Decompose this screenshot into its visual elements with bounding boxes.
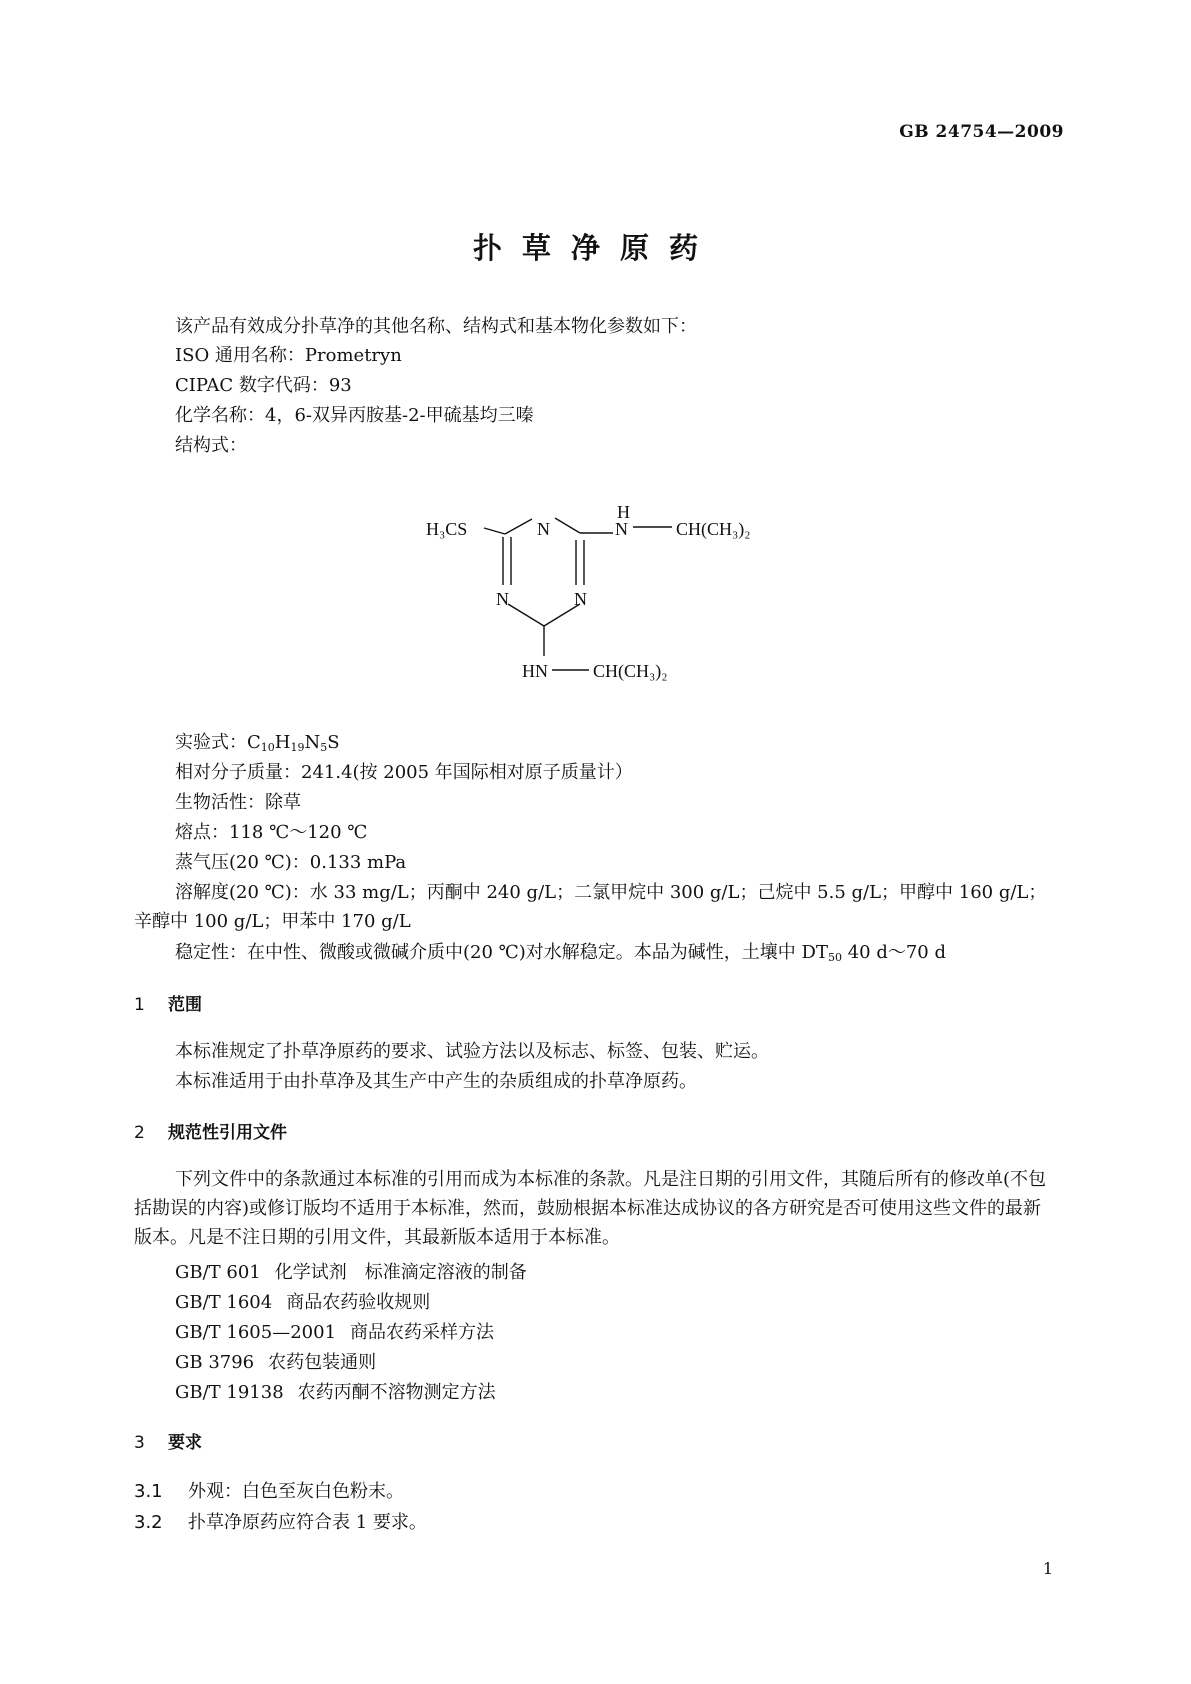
clause-appearance bbox=[134, 1477, 404, 1503]
formula-element: S bbox=[327, 732, 340, 753]
amine-nitrogen-top: N bbox=[615, 519, 628, 539]
section-number: 1 bbox=[134, 995, 145, 1015]
iso-common-name: ISO 通用名称：Prometryn bbox=[175, 345, 402, 366]
ring-nitrogen-right: N bbox=[574, 589, 587, 609]
biological-activity: 生物活性：除草 bbox=[175, 792, 301, 813]
document-title: 扑草净原药 bbox=[472, 231, 718, 265]
page-number: 1 bbox=[1042, 1559, 1053, 1578]
empirical-formula bbox=[175, 728, 340, 762]
reference-title: 农药包装通则 bbox=[268, 1352, 377, 1373]
reference-title: 商品农药验收规则 bbox=[286, 1292, 431, 1313]
solubility: 溶解度(20 ℃)：水 33 mg/L；丙酮中 240 g/L；二氯甲烷中 300 g/L；己烷中 5.5 g/L；甲醇中 160 g/L；辛醇中 100 g/L；甲苯中 170 g/L bbox=[134, 882, 1047, 932]
structure-label: 结构式： bbox=[175, 435, 247, 456]
ring-bond bbox=[508, 604, 544, 626]
clause-text: 外观：白色至灰白色粉末。 bbox=[188, 1481, 404, 1502]
stability bbox=[175, 938, 946, 972]
reference-code: GB 3796 bbox=[175, 1352, 255, 1373]
section-title: 要求 bbox=[168, 1433, 202, 1453]
intro-lead: 该产品有效成分扑草净的其他名称、结构式和基本物化参数如下： bbox=[175, 316, 697, 337]
stability-subscript: 50 bbox=[827, 951, 842, 964]
clause-text: 扑草净原药应符合表 1 要求。 bbox=[188, 1512, 427, 1533]
section-heading-references bbox=[134, 1118, 287, 1143]
reference-item bbox=[175, 1348, 376, 1377]
formula-count: 5 bbox=[320, 741, 328, 754]
reference-title: 农药丙酮不溶物测定方法 bbox=[297, 1382, 496, 1403]
ring-nitrogen-left: N bbox=[496, 589, 509, 609]
formula-count: 19 bbox=[290, 741, 305, 754]
section-heading-scope bbox=[134, 990, 202, 1015]
clause-number: 3.1 bbox=[134, 1481, 163, 1502]
ring-bond bbox=[555, 518, 580, 533]
isopropyl-group-top: CH(CH₃)₂ bbox=[676, 519, 751, 539]
section-heading-requirements bbox=[134, 1428, 202, 1453]
section-number: 3 bbox=[134, 1433, 145, 1453]
formula-label: 实验式： bbox=[175, 732, 247, 753]
isopropyl-group-bottom: CH(CH₃)₂ bbox=[593, 661, 668, 681]
scope-paragraph: 本标准规定了扑草净原药的要求、试验方法以及标志、标签、包装、贮运。 bbox=[175, 1041, 769, 1062]
stability-tail: 40 d～70 d bbox=[841, 942, 946, 963]
reference-title: 商品农药采样方法 bbox=[350, 1322, 495, 1343]
reference-title: 化学试剂 标准滴定溶液的制备 bbox=[274, 1262, 527, 1283]
section-number: 2 bbox=[134, 1123, 145, 1143]
amine-bottom: HN bbox=[522, 661, 548, 681]
molecular-mass: 相对分子质量：241.4(按 2005 年国际相对原子质量计） bbox=[175, 762, 633, 783]
melting-point: 熔点：118 ℃～120 ℃ bbox=[175, 822, 368, 843]
cipac-code: CIPAC 数字代码：93 bbox=[175, 375, 352, 396]
formula-element: C bbox=[247, 732, 261, 753]
structural-formula bbox=[0, 0, 1191, 720]
standard-code: GB 24754—2009 bbox=[899, 122, 1064, 142]
clause-table-reference bbox=[134, 1508, 427, 1534]
s-bond bbox=[484, 528, 505, 534]
reference-item bbox=[175, 1318, 494, 1347]
reference-code: GB/T 1604 bbox=[175, 1292, 273, 1313]
amine-hydrogen-top: H bbox=[617, 502, 630, 522]
ring-bond bbox=[505, 519, 532, 534]
scope-paragraph: 本标准适用于由扑草净及其生产中产生的杂质组成的扑草净原药。 bbox=[175, 1071, 697, 1092]
vapor-pressure: 蒸气压(20 ℃)：0.133 mPa bbox=[175, 852, 407, 873]
reference-item bbox=[175, 1378, 496, 1407]
references-paragraph: 下列文件中的条款通过本标准的引用而成为本标准的条款。凡是注日期的引用文件，其随后所有的修改单(不包括勘误的内容)或修订版均不适用于本标准，然而，鼓励根据本标准达成协议的各方研究是否可使用这些文件的最新版本。凡是不注日期的引用文件，其最新版本适用于本标准。 bbox=[134, 1169, 1047, 1248]
formula-count: 10 bbox=[260, 741, 275, 754]
formula-element: H bbox=[274, 732, 291, 753]
formula-element: N bbox=[304, 732, 321, 753]
section-title: 规范性引用文件 bbox=[168, 1123, 287, 1143]
reference-code: GB/T 601 bbox=[175, 1262, 261, 1283]
stability-text: 稳定性：在中性、微酸或微碱介质中(20 ℃)对水解稳定。本品为碱性，土壤中 DT bbox=[175, 942, 828, 963]
ring-nitrogen-top: N bbox=[537, 519, 550, 539]
reference-item bbox=[175, 1288, 430, 1317]
section-title: 范围 bbox=[168, 995, 202, 1015]
clause-number: 3.2 bbox=[134, 1512, 163, 1533]
reference-code: GB/T 1605—2001 bbox=[175, 1322, 337, 1343]
reference-item bbox=[175, 1258, 527, 1287]
methylthio-group: H₃CS bbox=[426, 519, 468, 539]
reference-code: GB/T 19138 bbox=[175, 1382, 284, 1403]
chemical-name: 化学名称：4，6-双异丙胺基-2-甲硫基均三嗪 bbox=[175, 405, 534, 426]
